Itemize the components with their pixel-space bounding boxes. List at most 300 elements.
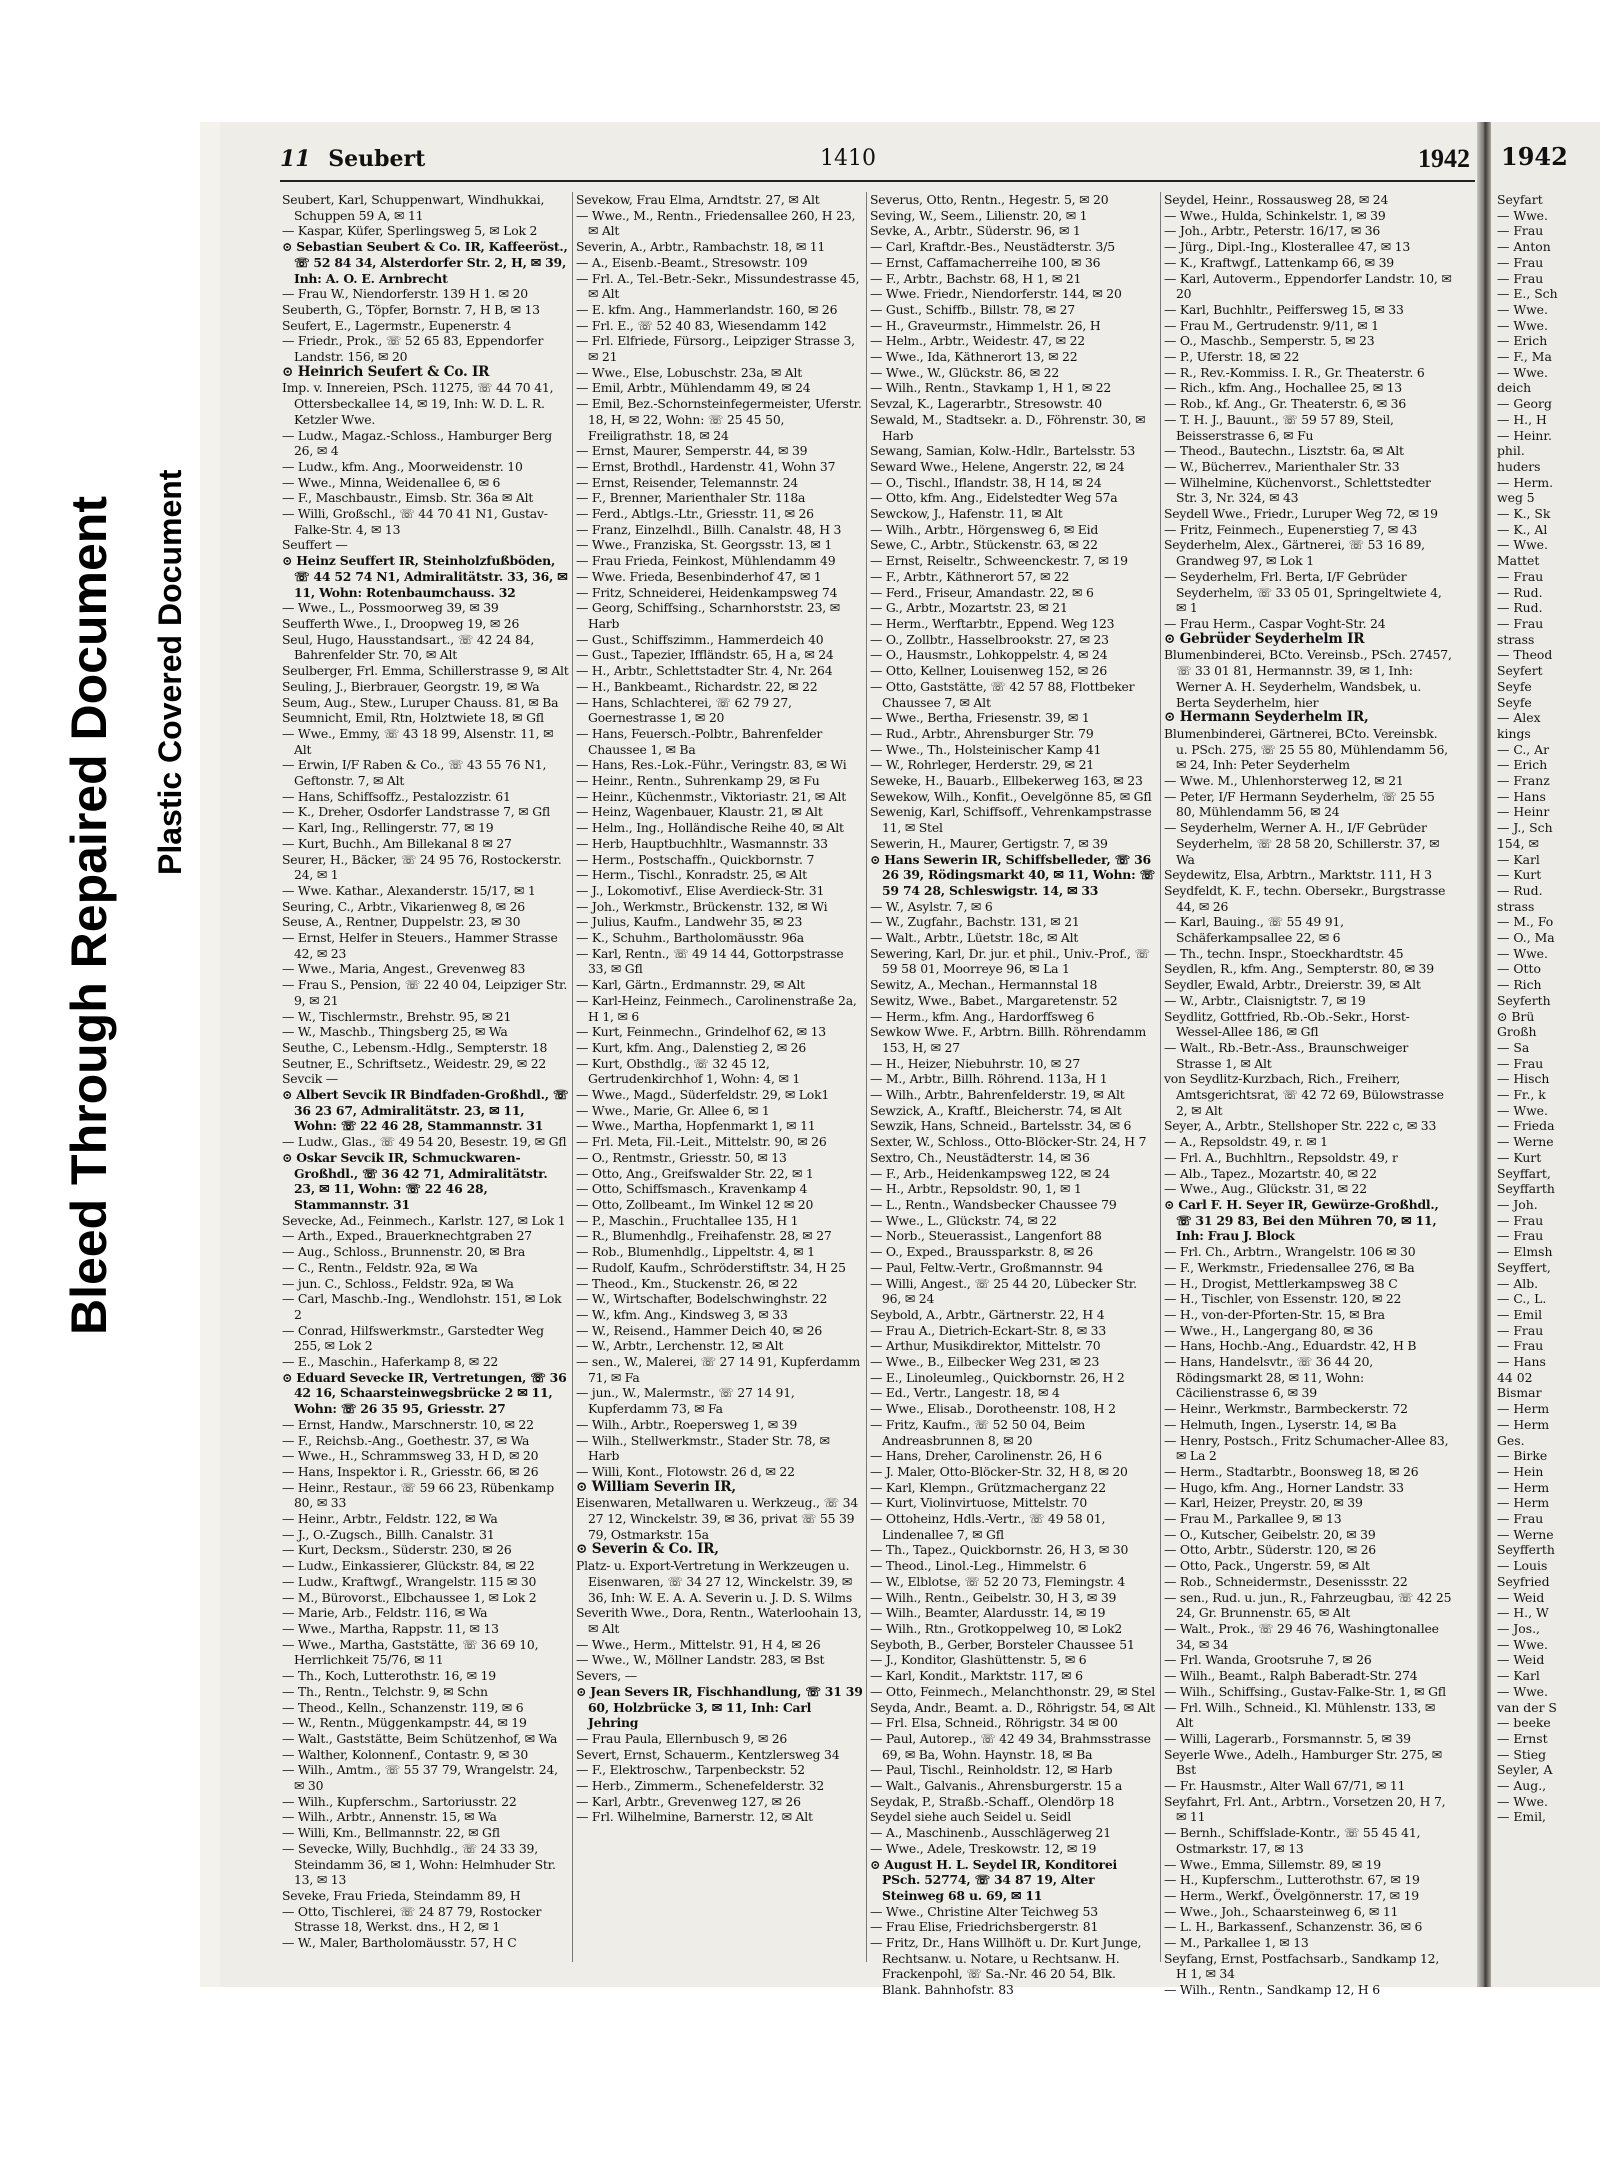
adjacent-entry: — Frau xyxy=(1497,270,1544,286)
directory-entry: Seufert, E., Lagermstr., Eupenerstr. 4 xyxy=(282,317,512,333)
adjacent-entry: — Georg xyxy=(1497,396,1552,412)
directory-entry: — Walt., Gaststätte, Beim Schützenhof, ✉ Wa xyxy=(282,1730,558,1746)
adjacent-entry: — Joh. xyxy=(1497,1197,1538,1212)
adjacent-entry: — Frau xyxy=(1497,254,1544,270)
directory-entry: — Herb., Zimmerm., Schenefelderstr. 32 xyxy=(576,1778,825,1794)
adjacent-entry: — Frau xyxy=(1497,223,1544,239)
directory-entry: Sewzick, A., Kraftf., Bleicherstr. 74, ✉ Alt xyxy=(870,1102,1122,1118)
directory-entry: — Wilh., Arbtr., Hörgensweg 6, ✉ Eid xyxy=(870,521,1099,537)
adjacent-entry: — Herm xyxy=(1497,1495,1550,1511)
directory-entry: Seum, Aug., Stew., Luruper Chauss. 81, ✉ Ba xyxy=(282,694,559,710)
directory-entry: ⊙ Heinrich Seufert & Co. IR xyxy=(282,363,490,380)
adjacent-entry: — Alex xyxy=(1497,710,1541,726)
directory-entry: — A., Repsoldstr. 49, r. ✉ 1 xyxy=(1164,1134,1328,1150)
directory-entry: — Wwe., Aug., Glückstr. 31, ✉ 22 xyxy=(1164,1181,1367,1197)
adjacent-entry: Bismar xyxy=(1497,1385,1542,1401)
page-number: 1410 xyxy=(820,146,876,171)
running-name: Seubert xyxy=(328,146,426,172)
directory-entry: — Kurt, Buchh., Am Billekanal 8 ✉ 27 xyxy=(282,835,512,851)
adjacent-entry: weg 5 xyxy=(1497,490,1535,506)
directory-entry: — Frau Frieda, Feinkost, Mühlendamm 49 xyxy=(576,553,836,569)
directory-entry: — Wwe., Herm., Mittelstr. 91, H 4, ✉ 26 xyxy=(576,1636,821,1652)
directory-entry: — Wilh., Beamt., Ralph Baberadt-Str. 274 xyxy=(1164,1668,1418,1684)
header-rule xyxy=(280,180,1475,182)
directory-entry: — F., Arbtr., Bachstr. 68, H 1, ✉ 21 xyxy=(870,270,1082,286)
adjacent-entry: van der S xyxy=(1497,1699,1557,1715)
directory-entry: — Wwe., Emma, Sillemstr. 89, ✉ 19 xyxy=(1164,1856,1381,1872)
adjacent-entry: — Erich xyxy=(1497,333,1548,349)
year-label: 1942 xyxy=(1418,144,1470,173)
directory-entry: — Otto, Ang., Greifswalder Str. 22, ✉ 1 xyxy=(576,1165,814,1181)
directory-entry: Seveke, Frau Frieda, Steindamm 89, H xyxy=(282,1887,521,1903)
directory-entry: — F., Brenner, Marienthaler Str. 118a xyxy=(576,490,806,506)
directory-entry: — Ludw., Kraftwgf., Wrangelstr. 115 ✉ 30 xyxy=(282,1573,537,1589)
directory-entry: Seyderhelm, Alex., Gärtnerei, ☏ 53 16 89, Grandweg 97, ✉ Lok 1 xyxy=(1164,537,1425,569)
directory-entry: — E. kfm. Ang., Hammerlandstr. 160, ✉ 26 xyxy=(576,301,838,317)
directory-entry: — Gust., Tapezier, Iffländstr. 65, H a, ✉ 24 xyxy=(576,647,834,663)
directory-entry: — Wilh., Beamter, Alardusstr. 14, ✉ 19 xyxy=(870,1605,1106,1621)
directory-entry: Sewe, C., Arbtr., Stückenstr. 63, ✉ 22 xyxy=(870,537,1098,553)
directory-entry: — Otto, Pack., Ungerstr. 59, ✉ Alt xyxy=(1164,1558,1370,1574)
adjacent-entry: — Rud. xyxy=(1497,882,1543,898)
directory-entry: — Wwe., Elisab., Dorotheenstr. 108, H 2 xyxy=(870,1401,1116,1417)
adjacent-entry: — Elmsh xyxy=(1497,1244,1553,1260)
adjacent-entry: — Wwe. xyxy=(1497,317,1548,333)
directory-entry: ⊙ August H. L. Seydel IR, Konditorei PSch. 52774, ☏ 34 87 19, Alter Steinweg 68 u. 69, ✉ 11 xyxy=(870,1856,1118,1903)
directory-entry: Seuffert — xyxy=(282,537,348,553)
directory-entry: — Th., Koch, Lutterothstr. 16, ✉ 19 xyxy=(282,1668,496,1684)
directory-entry: — Wwe., Christine Alter Teichweg 53 xyxy=(870,1903,1098,1919)
directory-entry: Sewald, M., Stadtsekr. a. D., Föhrenstr. 30, ✉ Harb xyxy=(870,411,1146,443)
directory-entry: — W., Arbtr., Claisnigtstr. 7, ✉ 19 xyxy=(1164,992,1366,1008)
adjacent-entry: — Hans xyxy=(1497,788,1546,804)
adjacent-entry: — beeke xyxy=(1497,1715,1551,1731)
directory-entry: — Wwe., Martha, Hopfenmarkt 1, ✉ 11 xyxy=(576,1118,816,1134)
directory-entry: Sevzal, K., Lagerarbtr., Stresowstr. 40 xyxy=(870,396,1102,412)
directory-entry: — H., Arbtr., Repsoldstr. 90, 1, ✉ 1 xyxy=(870,1181,1082,1197)
directory-entry: — Sevecke, Willy, Buchhdlg., ☏ 24 33 39, Steindamm 36, ✉ 1, Wohn: Helmhuder Str. 13, ✉ 13 xyxy=(282,1840,556,1888)
adjacent-entry: — K., Sk xyxy=(1497,506,1551,522)
directory-entry: — Frl. Ch., Arbtrn., Wrangelstr. 106 ✉ 30 xyxy=(1164,1244,1416,1260)
directory-entry: ⊙ Jean Severs IR, Fischhandlung, ☏ 31 39 60, Holzbrücke 3, ✉ 11, Inh: Carl Jehring xyxy=(576,1683,863,1731)
directory-entry: — Rob., Schneidermstr., Desenissstr. 22 xyxy=(1164,1573,1408,1589)
directory-entry: Seydlen, R., kfm. Ang., Sempterstr. 80, ✉ 39 xyxy=(1164,961,1434,977)
adjacent-entry: — Hans xyxy=(1497,1354,1546,1370)
directory-entry: — F., Werkmstr., Friedensallee 276, ✉ Ba xyxy=(1164,1259,1415,1275)
directory-entry: — Carl, Maschb.-Ing., Wendlohstr. 151, ✉ Lok 2 xyxy=(282,1291,562,1322)
column-3 xyxy=(870,192,1158,1998)
column-divider xyxy=(866,192,867,1962)
directory-entry: ⊙ Sebastian Seubert & Co. IR, Kaffeeröst., ☏ 52 84 34, Alsterdorfer Str. 2, H, ✉ 39, Inh: A. O. E. Arnbrecht xyxy=(282,239,568,286)
directory-page xyxy=(220,122,1495,1998)
adjacent-entry: — Karl xyxy=(1497,1668,1540,1684)
directory-entry: — F., Reichsb.-Ang., Goethestr. 37, ✉ Wa xyxy=(282,1432,530,1448)
directory-entry: — Walt., Arbtr., Lüetstr. 18c, ✉ Alt xyxy=(870,930,1079,946)
directory-entry: — Hans, Hochb.-Ang., Eduardstr. 42, H B xyxy=(1164,1338,1417,1354)
directory-entry: — Frau M., Parkallee 9, ✉ 13 xyxy=(1164,1511,1342,1527)
directory-entry: — H., Graveurmstr., Himmelstr. 26, H xyxy=(870,317,1101,333)
directory-entry: — H., Heizer, Niebuhrstr. 10, ✉ 27 xyxy=(870,1055,1081,1071)
adjacent-entry: — Frau xyxy=(1497,615,1544,631)
directory-entry: — Ludw., Glas., ☏ 49 54 20, Besestr. 19, ✉ Gfl xyxy=(282,1134,567,1150)
adjacent-entry: 154, ✉ xyxy=(1497,835,1539,851)
directory-entry: — W., Wirtschafter, Bodelschwinghstr. 22 xyxy=(576,1291,828,1307)
directory-entry: Blumenbinderei, Gärtnerei, BCto. Vereinsbk. u. PSch. 275, ☏ 25 55 80, Mühlendamm 56, ✉ 24, Inh: Peter Seyderhelm xyxy=(1164,725,1448,773)
adjacent-entry: — Aug., xyxy=(1497,1778,1547,1794)
directory-entry: — Paul, Autorep., ☏ 42 49 34, Brahmsstrasse 69, ✉ Ba, Wohn. Haynstr. 18, ✉ Ba xyxy=(870,1730,1151,1762)
directory-entry: — Heinr., Küchenmstr., Viktoriastr. 21, ✉ Alt xyxy=(576,788,846,804)
directory-entry: — Fritz, Dr., Hans Willhöft u. Dr. Kurt Junge, Rechtsanw. u. Notare, u Rechtsanw. H. Frackenpohl, ☏ Sa.-Nr. 46 20 54, Blk. Blank. Bahnhofstr. 83 xyxy=(870,1935,1142,1998)
directory-entry: — Friedr., Prok., ☏ 52 65 83, Eppendorfer Landstr. 156, ✉ 20 xyxy=(282,333,544,365)
adjacent-entry: — Werne xyxy=(1497,1134,1554,1150)
directory-entry: — Herm., Werftarbtr., Eppend. Weg 123 xyxy=(870,615,1115,631)
directory-entry: — Theod., Kelln., Schanzenstr. 119, ✉ 6 xyxy=(282,1699,524,1715)
adjacent-entry: — Frau xyxy=(1497,1212,1544,1228)
directory-entry: — jun., W., Malermstr., ☏ 27 14 91, Kupferdamm 73, ✉ Fa xyxy=(576,1385,795,1417)
directory-entry: — W., Maler, Bartholomäusstr. 57, H C xyxy=(282,1935,517,1951)
directory-entry: ⊙ Severin & Co. IR, xyxy=(576,1541,719,1558)
directory-entry: — H., Drogist, Mettlerkampsweg 38 C xyxy=(1164,1275,1398,1291)
adjacent-entry: — E., Sch xyxy=(1497,286,1558,302)
directory-entry: Seyda, Andr., Beamt. a. D., Röhrigstr. 54, ✉ Alt xyxy=(870,1699,1155,1715)
directory-entry: — Henry, Postsch., Fritz Schumacher-Allee 83, ✉ La 2 xyxy=(1164,1432,1449,1464)
directory-entry: — Wwe., Th., Holsteinischer Kamp 41 xyxy=(870,741,1102,757)
adjacent-entry: — Frau xyxy=(1497,1338,1544,1354)
directory-entry: — Gust., Schiffszimm., Hammerdeich 40 xyxy=(576,631,824,647)
directory-entry: — Kurt, Feinmechn., Grindelhof 62, ✉ 13 xyxy=(576,1024,826,1040)
directory-entry: — Arthur, Musikdirektor, Mittelstr. 70 xyxy=(870,1338,1101,1354)
directory-entry: Sextro, Ch., Neustädterstr. 14, ✉ 36 xyxy=(870,1149,1090,1165)
directory-entry: — Ernst, Maurer, Semperstr. 44, ✉ 39 xyxy=(576,443,808,459)
directory-entry: — Wwe., Martha, Gaststätte, ☏ 36 69 10, Herrlichkeit 75/76, ✉ 11 xyxy=(282,1636,539,1668)
directory-entry: ⊙ Hans Sewerin IR, Schiffsbelleder, ☏ 36 26 39, Rödingsmarkt 40, ✉ 11, Wohn: ☏ 59 74 28, Schleswigstr. 14, ✉ 33 xyxy=(870,851,1155,898)
directory-entry: — W., Asylstr. 7, ✉ 6 xyxy=(870,898,993,914)
adjacent-entry: Seyffarth xyxy=(1497,1181,1555,1197)
directory-entry: Seydlitz, Gottfried, Rb.-Ob.-Sekr., Horst-Wessel-Allee 186, ✉ Gfl xyxy=(1164,1008,1410,1040)
directory-entry: — Aug., Schloss., Brunnenstr. 20, ✉ Bra xyxy=(282,1244,526,1260)
directory-entry: — Karl, Gärtn., Erdmannstr. 29, ✉ Alt xyxy=(576,977,805,993)
directory-entry: — Heinr., Restaur., ☏ 59 66 23, Rübenkamp 80, ✉ 33 xyxy=(282,1479,554,1511)
directory-entry: — Walther, Kolonnenf., Contastr. 9, ✉ 30 xyxy=(282,1746,529,1762)
directory-entry: — Frau A., Dietrich-Eckart-Str. 8, ✉ 33 xyxy=(870,1322,1107,1338)
directory-entry: — Frau Herm., Caspar Voght-Str. 24 xyxy=(1164,615,1386,631)
directory-entry: — M., Parkallee 1, ✉ 13 xyxy=(1164,1935,1309,1951)
directory-entry: Seyfang, Ernst, Postfachsarb., Sandkamp 12, H 1, ✉ 34 xyxy=(1164,1950,1440,1982)
directory-entry: — Julius, Kaufm., Landwehr 35, ✉ 23 xyxy=(576,914,803,930)
directory-entry: — Ferd., Friseur, Amandastr. 22, ✉ 6 xyxy=(870,584,1094,600)
directory-entry: — Theod., Km., Stuckenstr. 26, ✉ 22 xyxy=(576,1275,798,1291)
directory-entry: ⊙ Heinz Seuffert IR, Steinholzfußböden, ☏ 44 52 74 N1, Admiralitätstr. 33, 36, ✉ 11, Wohn: Rotenbaumchauss. 32 xyxy=(282,553,568,600)
directory-entry: Seuthe, C., Lebensm.-Hdlg., Sempterstr. 18 xyxy=(282,1039,548,1055)
adjacent-entry: Mattet xyxy=(1497,553,1540,569)
directory-entry: Seydel siehe auch Seidel u. Seidl xyxy=(870,1809,1072,1825)
directory-entry: — Wwe., Franziska, St. Georgsstr. 13, ✉ 1 xyxy=(576,537,833,553)
directory-entry: — K., Kraftwgf., Lattenkamp 66, ✉ 39 xyxy=(1164,254,1394,270)
directory-entry: — Wilh., Rentn., Sandkamp 12, H 6 xyxy=(1164,1982,1380,1998)
adjacent-entry: Seyfart xyxy=(1497,192,1543,207)
directory-entry: — Wwe., L., Glückstr. 74, ✉ 22 xyxy=(870,1212,1057,1228)
adjacent-entry: Seyferth xyxy=(1497,992,1551,1008)
directory-entry: — Karl, Arbtr., Grevenweg 127, ✉ 26 xyxy=(576,1793,801,1809)
directory-entry: — Otto, kfm. Ang., Eidelstedter Weg 57a xyxy=(870,490,1118,506)
directory-entry: — Otto, Feinmech., Melanchthonstr. 29, ✉ Stel xyxy=(870,1683,1155,1699)
directory-entry: — Herm., Postschaffn., Quickbornstr. 7 xyxy=(576,851,815,867)
directory-entry: — O., Rentmstr., Griesstr. 50, ✉ 13 xyxy=(576,1149,787,1165)
directory-entry: Imp. v. Innereien, PSch. 11275, ☏ 44 70 41, Ottersbeckallee 14, ✉ 19, Inh: W. D. L. R. Ketzler Wwe. xyxy=(282,380,554,427)
directory-entry: — Frau Elise, Friedrichsbergerstr. 81 xyxy=(870,1919,1099,1935)
directory-entry: — Frl. Elfriede, Fürsorg., Leipziger Strasse 3, ✉ 21 xyxy=(576,333,855,365)
directory-entry: Seutner, E., Schriftsetz., Weidestr. 29, ✉ 22 xyxy=(282,1055,547,1071)
directory-entry: — Walt., Prok., ☏ 29 46 76, Washingtonallee 34, ✉ 34 xyxy=(1164,1620,1439,1652)
adjacent-entry: — Sa xyxy=(1497,1039,1530,1055)
directory-entry: — W., Elblotse, ☏ 52 20 73, Flemingstr. 4 xyxy=(870,1573,1126,1589)
adjacent-entry: — O., Ma xyxy=(1497,930,1555,946)
directory-entry: Sevekow, Frau Elma, Arndtstr. 27, ✉ Alt xyxy=(576,192,820,207)
directory-entry: — Hans, Handelsvtr., ☏ 36 44 20, Rödingsmarkt 28, ✉ 11, Wohn: Cäcilienstrasse 6, ✉ 39 xyxy=(1164,1354,1374,1401)
directory-entry: — Walt., Rb.-Betr.-Ass., Braunschweiger Strasse 1, ✉ Alt xyxy=(1164,1039,1409,1071)
directory-entry: — H., Kupferschm., Lutterothstr. 67, ✉ 19 xyxy=(1164,1872,1420,1888)
directory-entry: — Ottoheinz, Hdls.-Vertr., ☏ 49 58 01, Lindenallee 7, ✉ Gfl xyxy=(870,1511,1106,1542)
adjacent-entry: — M., Fo xyxy=(1497,914,1554,930)
directory-entry: — W., Zugfahr., Bachstr. 131, ✉ 21 xyxy=(870,914,1080,930)
directory-entry: — T. H. J., Bauunt., ☏ 59 57 89, Steil, Beisserstrasse 6, ✉ Fu xyxy=(1164,411,1394,443)
directory-entry: — Ernst, Reisender, Telemannstr. 24 xyxy=(576,474,799,490)
directory-entry: Seydell Wwe., Friedr., Luruper Weg 72, ✉ 19 xyxy=(1164,506,1438,522)
label-part-b: Repaired Document xyxy=(61,496,117,969)
adjacent-entry: — Wwe. xyxy=(1497,1683,1548,1699)
directory-entry: — Karl, Kondit., Marktstr. 117, ✉ 6 xyxy=(870,1668,1083,1684)
directory-entry: — Hans, Dreher, Carolinenstr. 26, H 6 xyxy=(870,1448,1102,1464)
adjacent-lines xyxy=(1497,192,1558,1825)
directory-entry: — Peter, I/F Hermann Seyderhelm, ☏ 25 55 80, Mühlendamm 56, ✉ 24 xyxy=(1164,788,1435,820)
directory-entry: Severs, — xyxy=(576,1668,637,1684)
directory-entry: — Frl. Meta, Fil.-Leit., Mittelstr. 90, ✉ 26 xyxy=(576,1134,827,1150)
directory-entry: — Ernst, Brothdl., Hardenstr. 41, Wohn 37 xyxy=(576,458,836,474)
directory-entry: — Ludw., Einkassierer, Glückstr. 84, ✉ 22 xyxy=(282,1558,535,1574)
adjacent-entry: — Wwe. xyxy=(1497,1102,1548,1118)
adjacent-entry: — Wwe. xyxy=(1497,301,1548,317)
directory-entry: — Willi, Km., Bellmannstr. 22, ✉ Gfl xyxy=(282,1825,500,1841)
scanned-directory-page xyxy=(200,122,1600,1998)
directory-entry: — O., Tischl., Iflandstr. 38, H 14, ✉ 24 xyxy=(870,474,1102,490)
directory-entry: Seydewitz, Elsa, Arbtrn., Marktstr. 111, H 3 xyxy=(1164,867,1432,883)
adjacent-entry: Seyfert xyxy=(1497,663,1543,679)
directory-entry: Sewekow, Wilh., Konfit., Oevelgönne 85, ✉ Gfl xyxy=(870,788,1152,804)
directory-entry: — G., Arbtr., Mozartstr. 23, ✉ 21 xyxy=(870,600,1068,616)
adjacent-entry: — Erich xyxy=(1497,757,1548,773)
column-divider xyxy=(1160,192,1161,1962)
directory-entry: — Hans, Schiffsoffz., Pestalozzistr. 61 xyxy=(282,788,511,804)
directory-entry: — Jürg., Dipl.-Ing., Klosterallee 47, ✉ 13 xyxy=(1164,239,1411,255)
directory-entry: Seufferth Wwe., I., Droopweg 19, ✉ 26 xyxy=(282,615,520,631)
column-2 xyxy=(576,192,864,1962)
directory-entry: — Th., techn. Inspr., Stoeckhardtstr. 45 xyxy=(1164,945,1404,961)
directory-entry: — Rob., kf. Ang., Gr. Theaterstr. 6, ✉ 36 xyxy=(1164,396,1407,412)
adjacent-entry: — Rud. xyxy=(1497,584,1543,600)
adjacent-entry: — Wwe. xyxy=(1497,207,1548,223)
directory-entry: — Heinz, Wagenbauer, Klaustr. 21, ✉ Alt xyxy=(576,804,823,820)
directory-entry: ⊙ Carl F. H. Seyer IR, Gewürze-Großhdl., ☏ 31 29 83, Bei den Mühren 70, ✉ 11, Inh: Frau J. Block xyxy=(1164,1197,1439,1244)
directory-entry: — Willi, Kont., Flotowstr. 26 d, ✉ 22 xyxy=(576,1463,795,1479)
directory-entry: — Wwe. Friedr., Niendorferstr. 144, ✉ 20 xyxy=(870,286,1122,302)
directory-entry: — Rud., Arbtr., Ahrensburger Str. 79 xyxy=(870,725,1094,741)
directory-entry: — Joh., Werkmstr., Brückenstr. 132, ✉ Wi xyxy=(576,898,828,914)
directory-entry: ⊙ Oskar Sevcik IR, Schmuckwaren-Großhdl., ☏ 36 42 71, Admiralitätstr. 23, ✉ 11, Wohn: ☏ 22 46 28, Stammannstr. 31 xyxy=(282,1149,548,1212)
directory-entry: — Willi, Großschl., ☏ 44 70 41 N1, Gustav-Falke-Str. 4, ✉ 13 xyxy=(282,506,548,537)
directory-entry: — Erwin, I/F Raben & Co., ☏ 43 55 76 N1, Geftonstr. 7, ✉ Alt xyxy=(282,757,547,789)
directory-entry: — sen., Rud. u. jun., R., Fahrzeugbau, ☏ 42 25 24, Gr. Brunnenstr. 65, ✉ Alt xyxy=(1164,1589,1452,1621)
directory-entry: — Ernst, Reiseltr., Schweenckestr. 7, ✉ 19 xyxy=(870,553,1128,569)
directory-entry: Sevecke, Ad., Feinmech., Karlstr. 127, ✉ Lok 1 xyxy=(282,1212,566,1228)
directory-entry: — E., Linoleumleg., Quickbornstr. 26, H 2 xyxy=(870,1369,1125,1385)
adjacent-entry: — Werne xyxy=(1497,1526,1554,1542)
adjacent-entry: — Weid xyxy=(1497,1652,1545,1668)
adjacent-entry: — Theod xyxy=(1497,647,1553,663)
directory-entry: — Kurt, Decksm., Süderstr. 230, ✉ 26 xyxy=(282,1542,512,1558)
adjacent-entry: — Wwe. xyxy=(1497,364,1548,380)
directory-entry: — W., Rohrleger, Herderstr. 29, ✉ 21 xyxy=(870,757,1094,773)
adjacent-entry: — Frau xyxy=(1497,1055,1544,1071)
directory-entry: — L. H., Barkassenf., Schanzenstr. 36, ✉ 6 xyxy=(1164,1919,1423,1935)
adjacent-entry: — Alb. xyxy=(1497,1275,1539,1291)
directory-entry: — Marie, Arb., Feldstr. 116, ✉ Wa xyxy=(282,1605,488,1621)
directory-entry: Sewering, Karl, Dr. jur. et phil., Univ.-Prof., ☏ 59 58 01, Moorreye 96, ✉ La 1 xyxy=(870,945,1150,977)
book-gutter xyxy=(1477,122,1491,1987)
directory-entry: — F., Arbtr., Käthnerort 57, ✉ 22 xyxy=(870,568,1070,584)
adjacent-entry: — Herm xyxy=(1497,1416,1550,1432)
adjacent-entry: — Hein xyxy=(1497,1463,1544,1479)
column-1 xyxy=(282,192,570,1962)
directory-entry: — Wwe., Minna, Weidenallee 6, ✉ 6 xyxy=(282,474,501,490)
running-head xyxy=(280,146,425,172)
directory-entry: — Walt., Galvanis., Ahrensburgerstr. 15 a xyxy=(870,1778,1123,1794)
directory-entry: — K., Schuhm., Bartholomäusstr. 96a xyxy=(576,930,804,946)
directory-entry: — Emil, Arbtr., Mühlendamm 49, ✉ 24 xyxy=(576,380,811,396)
directory-entry: — Herm., kfm. Ang., Hardorffsweg 6 xyxy=(870,1008,1095,1024)
directory-entry: — O., Hausmstr., Lohkoppelstr. 4, ✉ 24 xyxy=(870,647,1108,663)
label-part-a: Bleed Through xyxy=(61,968,117,1335)
directory-entry: — W., Bücherrev., Marienthaler Str. 33 xyxy=(1164,458,1400,474)
adjacent-entry: — Wwe. xyxy=(1497,1793,1548,1809)
directory-entry: — Wwe., Hulda, Schinkelstr. 1, ✉ 39 xyxy=(1164,207,1386,223)
directory-entry: — Wwe., B., Eilbecker Weg 231, ✉ 23 xyxy=(870,1354,1100,1370)
directory-entry: — Karl, Heizer, Preystr. 20, ✉ 39 xyxy=(1164,1495,1363,1511)
directory-entry: — Karl, Bauing., ☏ 55 49 91, Schäferkampsallee 22, ✉ 6 xyxy=(1164,914,1344,946)
directory-entry: Platz- u. Export-Vertretung in Werkzeugen u. Eisenwaren, ☏ 34 27 12, Winckelstr. 39, ✉ 36, Inh: W. E. A. A. Severin u. J. D. S. Wilms xyxy=(576,1558,853,1605)
adjacent-entry: — Frau xyxy=(1497,568,1544,584)
directory-entry: — W., Arbtr., Lerchenstr. 12, ✉ Alt xyxy=(576,1338,784,1354)
adjacent-entry: — Emil xyxy=(1497,1306,1543,1322)
directory-entry: — Kaspar, Küfer, Sperlingsweg 5, ✉ Lok 2 xyxy=(282,223,538,239)
directory-entry: — Karl, Ing., Rellingerstr. 77, ✉ 19 xyxy=(282,820,494,836)
directory-entry: — Ferd., Abtlgs.-Ltr., Griesstr. 11, ✉ 26 xyxy=(576,506,814,522)
directory-entry: — Frau W., Niendorferstr. 139 H 1. ✉ 20 xyxy=(282,286,528,302)
directory-entry: Severith Wwe., Dora, Rentn., Waterloohain 13, ✉ Alt xyxy=(576,1605,862,1636)
directory-entry: — Alb., Tapez., Mozartstr. 40, ✉ 22 xyxy=(1164,1165,1377,1181)
directory-entry: — Wwe., W., Glückstr. 86, ✉ 22 xyxy=(870,364,1059,380)
directory-entry: ⊙ William Severin IR, xyxy=(576,1478,736,1495)
adjacent-entry: — Frieda xyxy=(1497,1118,1555,1134)
adjacent-entry: Großh xyxy=(1497,1024,1537,1040)
adjacent-entry: — Heinr xyxy=(1497,804,1550,820)
directory-entry: — Gust., Schiffb., Billstr. 78, ✉ 27 xyxy=(870,301,1075,317)
page-header xyxy=(280,142,1470,182)
directory-entry: Eisenwaren, Metallwaren u. Werkzeug., ☏ 34 27 12, Winckelstr. 39, ✉ 36, privat ☏ 55 39 79, Ostmarkstr. 15a xyxy=(576,1495,858,1542)
directory-entry: — L., Rentn., Wandsbecker Chaussee 79 xyxy=(870,1197,1117,1212)
directory-entry: Sevke, A., Arbtr., Süderstr. 96, ✉ 1 xyxy=(870,223,1081,239)
directory-entry: — Heinr., Rentn., Suhrenkamp 29, ✉ Fu xyxy=(576,773,820,789)
directory-entry: Sewckow, J., Hafenstr. 11, ✉ Alt xyxy=(870,506,1063,522)
directory-entry: — A., Eisenb.-Beamt., Stresowstr. 109 xyxy=(576,254,808,270)
directory-entry: — Joh., Arbtr., Peterstr. 16/17, ✉ 36 xyxy=(1164,223,1381,239)
adjacent-entry: phil. xyxy=(1497,443,1525,459)
directory-entry: — Karl-Heinz, Feinmech., Carolinenstraße 2a, H 1, ✉ 6 xyxy=(576,992,857,1024)
adjacent-entry: Seyfferth xyxy=(1497,1542,1555,1558)
directory-entry: — J., O.-Zugsch., Billh. Canalstr. 31 xyxy=(282,1526,495,1542)
adjacent-entry: — F., Ma xyxy=(1497,349,1552,365)
directory-entry: Seuse, A., Rentner, Duppelstr. 23, ✉ 30 xyxy=(282,914,521,930)
adjacent-entry: — Rich xyxy=(1497,977,1542,993)
directory-entry: — Ed., Vertr., Langestr. 18, ✉ 4 xyxy=(870,1385,1060,1401)
directory-entry: — Kurt, Obsthdlg., ☏ 32 45 12, Gertrudenkirchhof 1, Wohn: 4, ✉ 1 xyxy=(576,1055,801,1087)
directory-entry: — Frl. A., Tel.-Betr.-Sekr., Missundestrasse 45, ✉ Alt xyxy=(576,270,860,302)
directory-entry: — O., Zollbtr., Hasselbrookstr. 27, ✉ 23 xyxy=(870,631,1109,647)
directory-entry: — Hans, Feuersch.-Polbtr., Bahrenfelder Chaussee 1, ✉ Ba xyxy=(576,725,823,757)
directory-entry: — Theod., Linol.-Leg., Himmelstr. 6 xyxy=(870,1558,1087,1574)
directory-entry: — Wilhelmine, Küchenvorst., Schlettstedter Str. 3, Nr. 324, ✉ 43 xyxy=(1164,474,1431,506)
adjacent-entry: Ges. xyxy=(1497,1432,1525,1448)
directory-entry: — R., Rev.-Kommiss. I. R., Gr. Theaterstr. 6 xyxy=(1164,364,1425,380)
adjacent-entry: — Frau xyxy=(1497,1228,1544,1244)
directory-entry: — Frl. A., Buchhltrn., Repsoldstr. 49, r xyxy=(1164,1149,1398,1165)
directory-entry: — Hans, Res.-Lok.-Führ., Veringstr. 83, ✉ Wi xyxy=(576,757,847,773)
directory-entry: — Wwe., Magd., Süderfeldstr. 29, ✉ Lok1 xyxy=(576,1087,830,1103)
directory-entry: Seydfeldt, K. F., techn. Obersekr., Burgstrasse 44, ✉ 26 xyxy=(1164,882,1446,914)
adjacent-entry: kings xyxy=(1497,725,1531,741)
adjacent-entry: — Franz xyxy=(1497,773,1550,789)
directory-entry: — Rich., kfm. Ang., Hochallee 25, ✉ 13 xyxy=(1164,380,1402,396)
directory-entry: — H., Tischler, von Essenstr. 120, ✉ 22 xyxy=(1164,1291,1402,1307)
directory-entry: — Fr. Hausmstr., Alter Wall 67/71, ✉ 11 xyxy=(1164,1778,1406,1794)
adjacent-entry: — Stieg xyxy=(1497,1746,1547,1762)
adjacent-year: 1942 xyxy=(1501,142,1568,171)
directory-entry: — O., Maschb., Semperstr. 5, ✉ 23 xyxy=(1164,333,1375,349)
directory-entry: — Wilh., Rentn., Stavkamp 1, H 1, ✉ 22 xyxy=(870,380,1112,396)
directory-entry: — Seyderhelm, Frl. Berta, I/F Gebrüder Seyderhelm, ☏ 33 05 01, Springeltwiete 4, ✉ 1 xyxy=(1164,568,1442,616)
adjacent-entry: — Jos., xyxy=(1497,1620,1540,1636)
directory-entry: Seydler, Ewald, Arbtr., Dreierstr. 39, ✉ Alt xyxy=(1164,977,1421,993)
directory-entry: — Willi, Lagerarb., Forsmannstr. 5, ✉ 39 xyxy=(1164,1730,1411,1746)
directory-entry: — Wilh., Rentn., Geibelstr. 30, H 3, ✉ 39 xyxy=(870,1589,1117,1605)
directory-entry: von Seydlitz-Kurzbach, Rich., Freiherr, Amtsgerichtsrat, ☏ 42 72 69, Bülowstrasse 2, ✉ Alt xyxy=(1164,1071,1444,1118)
directory-entry: Seyfahrt, Frl. Ant., Arbtrn., Vorsetzen 20, H 7, ✉ 11 xyxy=(1164,1793,1446,1825)
directory-entry: — Karl, Rentn., ☏ 49 14 44, Gottorpstrasse 33, ✉ Gfl xyxy=(576,945,844,977)
adjacent-entry: — Emil, xyxy=(1497,1809,1546,1825)
directory-entry: Seuring, C., Arbtr., Vikarienweg 8, ✉ 26 xyxy=(282,898,525,914)
directory-entry: Sewzik, Hans, Schneid., Bartelsstr. 34, ✉ 6 xyxy=(870,1118,1132,1134)
directory-entry: — Frl. E., ☏ 52 40 83, Wiesendamm 142 xyxy=(576,317,827,333)
directory-entry: — Otto, Zollbeamt., Im Winkel 12 ✉ 20 xyxy=(576,1197,814,1212)
directory-entry: — sen., W., Malerei, ☏ 27 14 91, Kupferdamm 71, ✉ Fa xyxy=(576,1354,861,1385)
directory-entry: Seydel, Heinr., Rossausweg 28, ✉ 24 xyxy=(1164,192,1389,207)
directory-entry: Seulberger, Frl. Emma, Schillerstrasse 9, ✉ Alt xyxy=(282,663,569,679)
adjacent-entry: huders xyxy=(1497,458,1541,474)
directory-entry: — Carl, Kraftdr.-Bes., Neustädterstr. 3/5 xyxy=(870,239,1115,255)
directory-entry: — Otto, Kellner, Louisenweg 152, ✉ 26 xyxy=(870,663,1108,679)
directory-entry: — M., Arbtr., Billh. Röhrend. 113a, H 1 xyxy=(870,1071,1108,1087)
directory-entry: — Georg, Schiffsing., Scharnhorststr. 23, ✉ Harb xyxy=(576,600,840,631)
directory-entry: Seydak, P., Straßb.-Schaff., Olendörp 18 xyxy=(870,1793,1115,1809)
